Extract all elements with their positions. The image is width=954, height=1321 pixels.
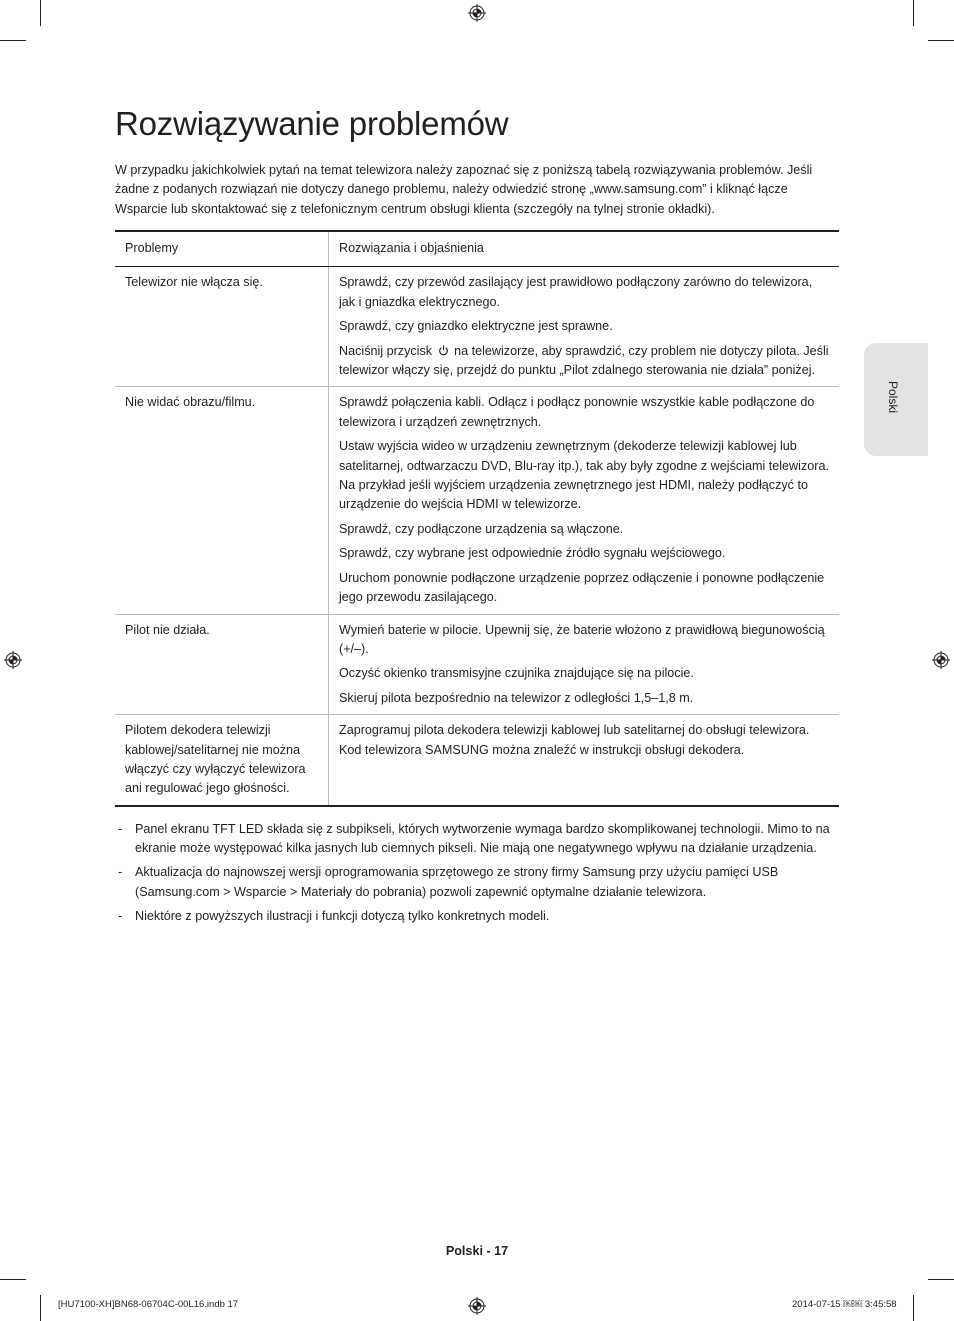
- notes-list: [115, 820, 837, 931]
- troubleshooting-table: [115, 230, 839, 807]
- crop-mark: [928, 40, 954, 41]
- column-header-solutions: Rozwiązania i objaśnienia: [329, 231, 840, 267]
- solution-text: Naciśnij przycisk: [339, 343, 433, 358]
- problem-cell: Telewizor nie włącza się.: [115, 267, 329, 387]
- solution-item: Sprawdź, czy gniazdko elektryczne jest sprawne.: [339, 319, 613, 334]
- language-side-tab: [864, 343, 928, 456]
- table-row: [115, 267, 839, 387]
- solution-item: Sprawdź połączenia kabli. Odłącz i podłącz ponownie wszystkie kable podłączone do telewizora i urządzeń zewnętrznych.: [339, 395, 815, 429]
- solution-item: Skieruj pilota bezpośrednio na telewizor z odległości 1,5–1,8 m.: [339, 690, 694, 705]
- table-row: [115, 614, 839, 715]
- dash-bullet: -: [118, 865, 123, 880]
- print-slug-left: [HU7100-XH]BN68-06704C-00L16.indb 17: [58, 1299, 239, 1310]
- note-text: Aktualizacja do najnowszej wersji oprogramowania sprzętowego ze strony firmy Samsung przy użyciu pamięci USB (Samsung.com > Wsparcie > Materiały do pobrania) pozwoli zapewnić optymalne działanie telewizora.: [135, 865, 779, 899]
- crop-mark: [928, 1279, 954, 1280]
- column-header-problems: Problemy: [115, 231, 329, 267]
- solution-item: [339, 342, 829, 381]
- crop-mark: [913, 1295, 914, 1321]
- registration-mark-icon: [468, 4, 486, 22]
- solution-text: na telewizorze, aby sprawdzić, czy problem nie dotyczy pilota. Jeśli telewizor włączy się, przejdź do punktu „Pilot zdalnego sterowania nie działa” poniżej.: [339, 343, 829, 378]
- page-title: Rozwiązywanie problemów: [115, 105, 509, 142]
- note-text: Panel ekranu TFT LED składa się z subpikseli, których wytworzenie wymaga bardzo skomplikowanej technologii. Mimo to na ekranie może występować kilka jasnych lub ciemnych pikseli. Nie mają one negatywnego wpływu na działanie urządzenia.: [135, 822, 830, 856]
- solution-item: Wymień baterie w pilocie. Upewnij się, że baterie włożono z prawidłową biegunowością (+/–).: [339, 622, 825, 656]
- problem-cell: Pilotem dekodera telewizji kablowej/satelitarnej nie można włączyć czy wyłączyć telewizora ani regulować jego głośności.: [115, 715, 329, 806]
- solution-cell: [329, 267, 840, 387]
- intro-paragraph: W przypadku jakichkolwiek pytań na temat telewizora należy zapoznać się z poniższą tabelą rozwiązywania problemów. Jeśli żadne z podanych rozwiązań nie dotyczy danego problemu, należy odwiedzić stronę „www.samsung.com” i kliknąć łącze Wsparcie lub skontaktować się z telefonicznym centrum obsługi klienta (szczegóły na tylnej stronie okładki).: [115, 163, 813, 216]
- crop-mark: [40, 0, 41, 26]
- solution-item: Sprawdź, czy wybrane jest odpowiednie źródło sygnału wejściowego.: [339, 546, 726, 561]
- solution-item: Ustaw wyjścia wideo w urządzeniu zewnętrznym (dekoderze telewizji kablowej lub satelitarnej, odtwarzaczu DVD, Blu-ray itp.), tak aby były zgodne z wejściami telewizora. Na przykład jeśli wyjściem urządzenia zewnętrznego jest HDMI, należy podłączyć to urządzenie do wejścia HDMI w telewizorze.: [339, 439, 829, 512]
- table-row: [115, 387, 839, 614]
- crop-mark: [40, 1295, 41, 1321]
- problem-cell: Nie widać obrazu/filmu.: [115, 387, 329, 614]
- list-item: [115, 863, 837, 902]
- page-number: Polski - 17: [445, 1244, 509, 1258]
- solution-item: Oczyść okienko transmisyjne czujnika znajdujące się na pilocie.: [339, 666, 694, 681]
- crop-mark: [913, 0, 914, 26]
- note-text: Niektóre z powyższych ilustracji i funkcji dotyczą tylko konkretnych modeli.: [135, 908, 550, 923]
- dash-bullet: -: [118, 822, 123, 836]
- table-row: [115, 715, 839, 806]
- solution-item: Uruchom ponownie podłączone urządzenie poprzez odłączenie i ponowne podłączenie jego przewodu zasilającego.: [339, 570, 825, 605]
- solution-item: Zaprogramuj pilota dekodera telewizji kablowej lub satelitarnej do obsługi telewizora. Kod telewizora SAMSUNG można znaleźć w instrukcji obsługi dekodera.: [339, 723, 810, 757]
- solution-item: Sprawdź, czy podłączone urządzenia są włączone.: [339, 521, 624, 536]
- list-item: [115, 820, 837, 859]
- registration-mark-icon: [932, 651, 950, 669]
- power-icon: [438, 345, 449, 356]
- solution-cell: [329, 614, 840, 715]
- table-header-row: [115, 231, 839, 267]
- dash-bullet: -: [118, 908, 123, 923]
- solution-cell: [329, 387, 840, 614]
- registration-mark-icon: [4, 651, 22, 669]
- list-item: [115, 907, 837, 926]
- crop-mark: [0, 40, 26, 41]
- solution-cell: [329, 715, 840, 806]
- problem-cell: Pilot nie działa.: [115, 614, 329, 715]
- side-tab-label: Polski: [886, 381, 900, 414]
- solution-item: Sprawdź, czy przewód zasilający jest prawidłowo podłączony zarówno do telewizora, jak i gniazdka elektrycznego.: [339, 275, 813, 309]
- crop-mark: [0, 1279, 26, 1280]
- print-slug-right: 2014-07-15 ￼￼ 3:45:58: [792, 1299, 897, 1310]
- registration-mark-icon: [468, 1297, 486, 1315]
